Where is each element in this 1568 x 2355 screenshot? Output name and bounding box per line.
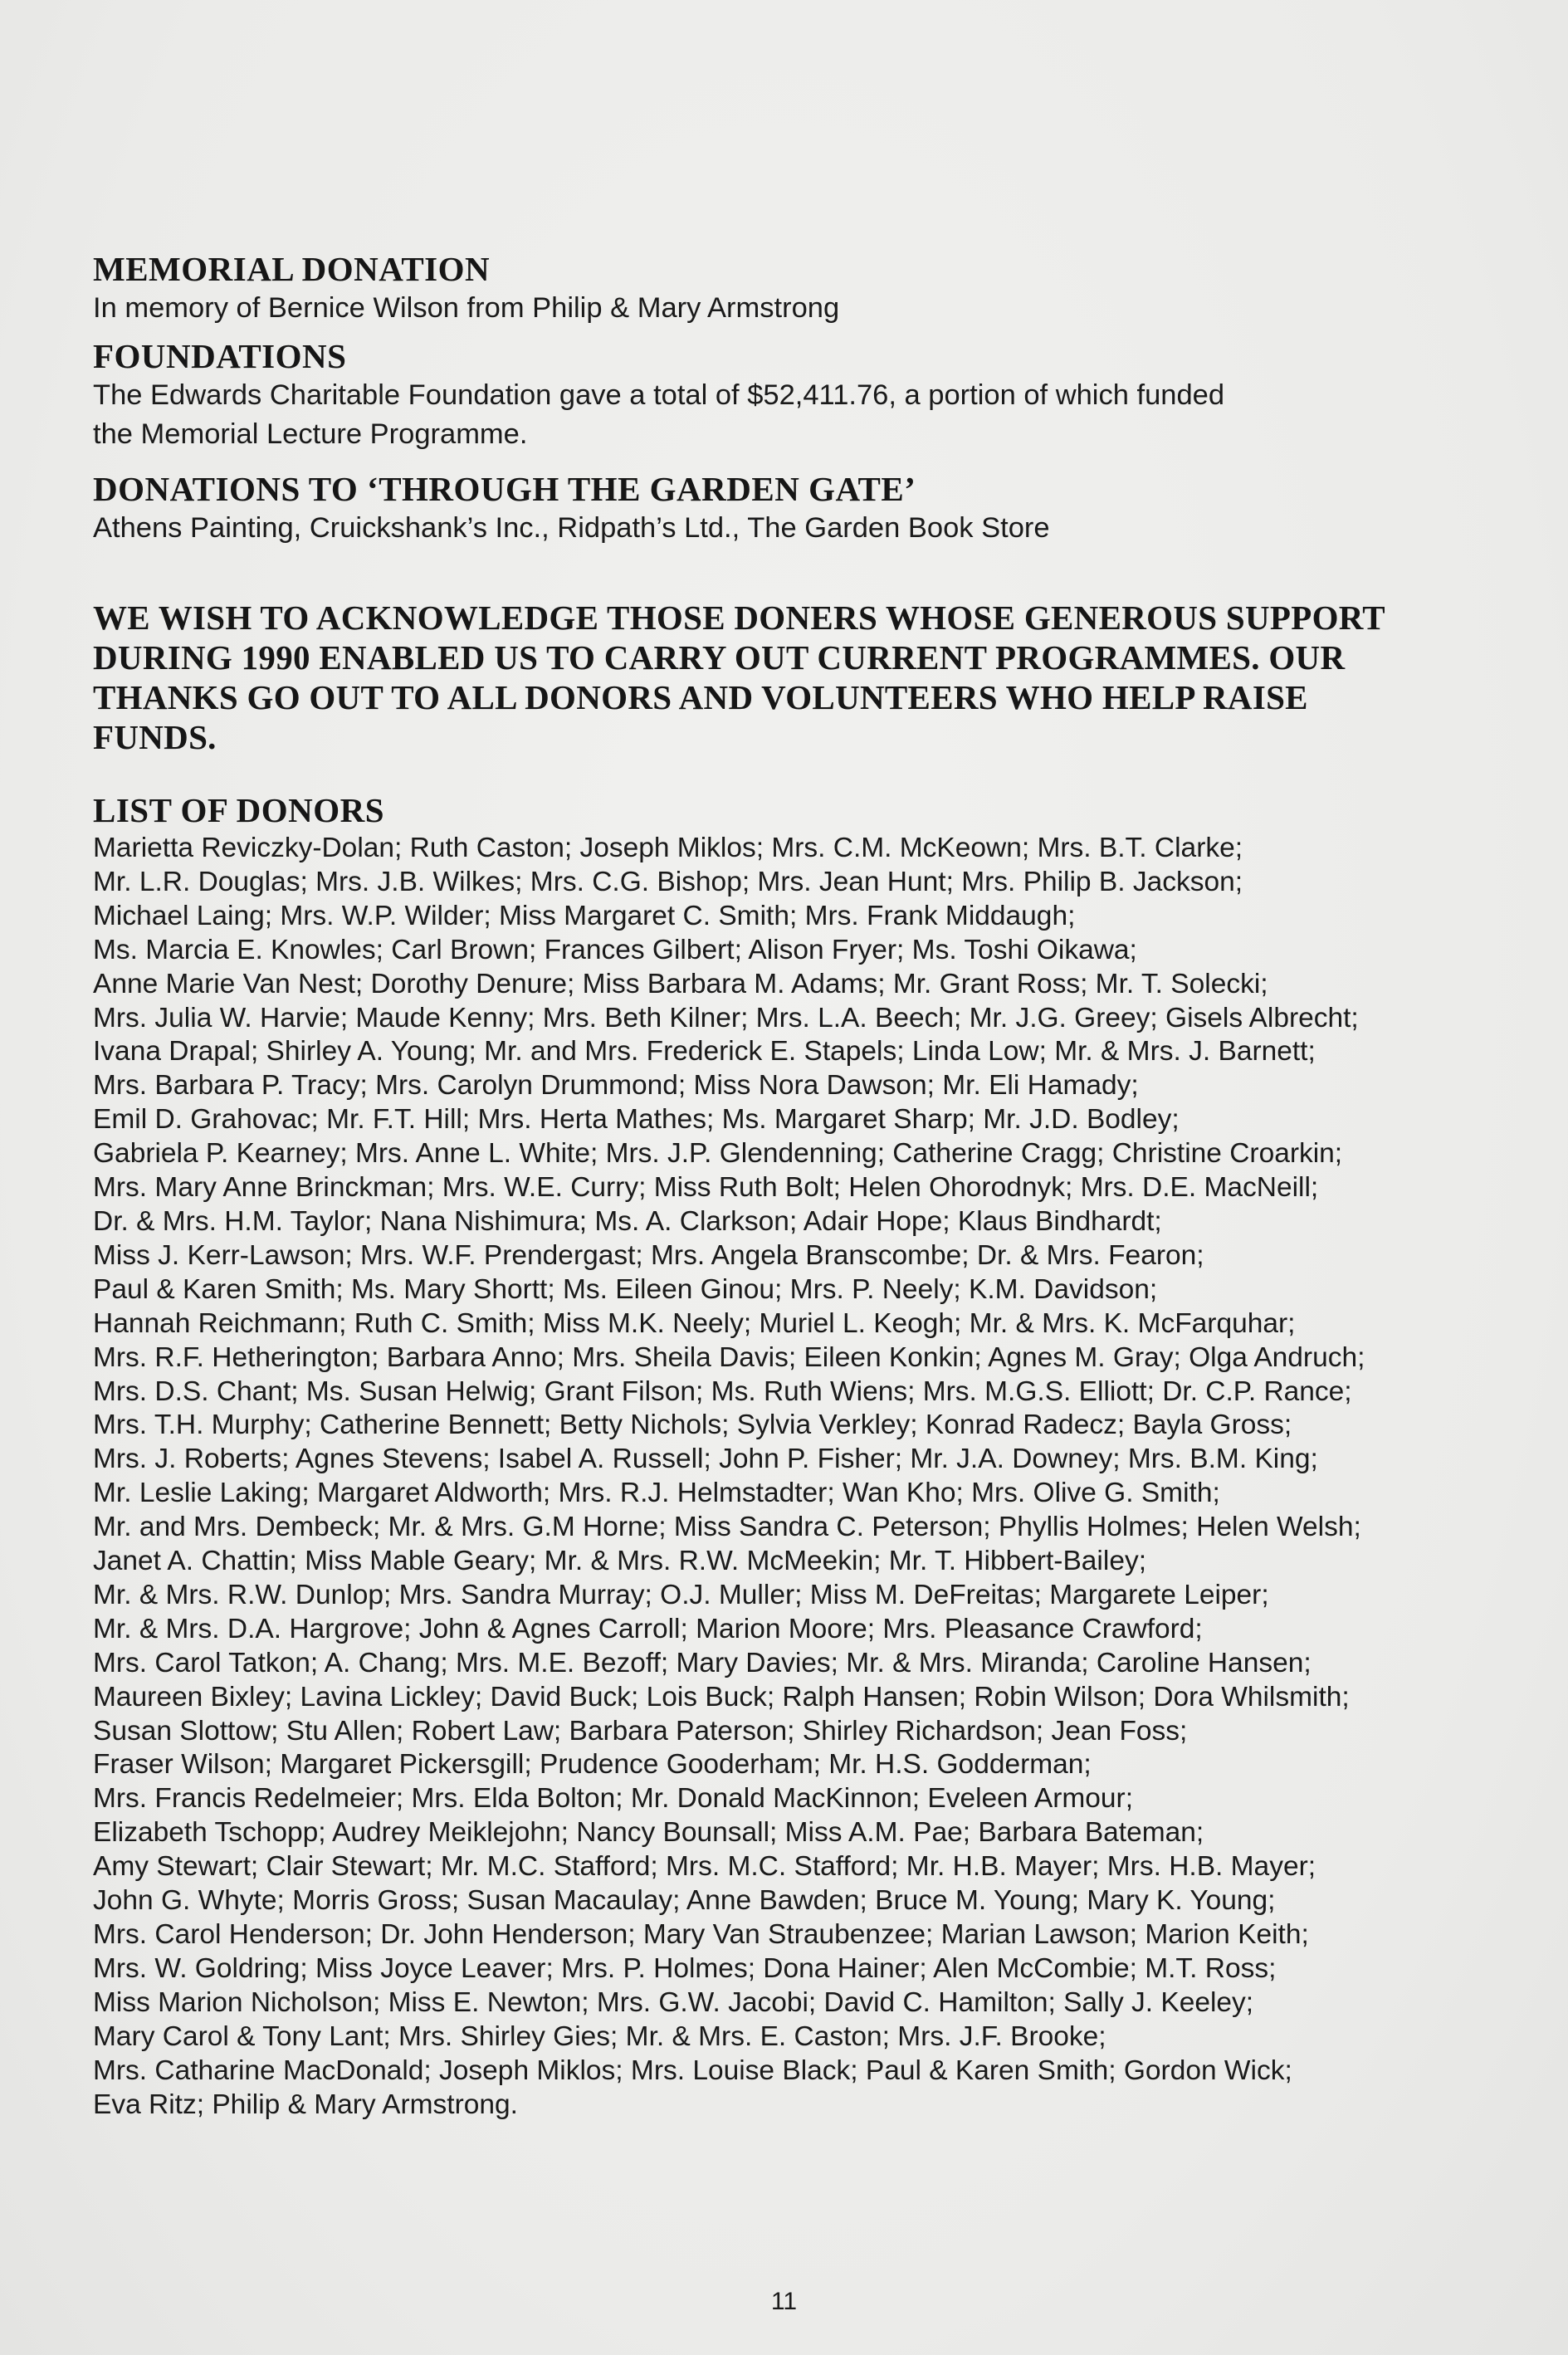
foundations-text-line: the Memorial Lecture Programme. bbox=[93, 418, 528, 450]
donor-list-line: Mrs. R.F. Hetherington; Barbara Anno; Mrs. Sheila Davis; Eileen Konkin; Agnes M. Gray; Olga Andruch; bbox=[93, 1341, 1365, 1373]
donor-list-line: Mrs. Barbara P. Tracy; Mrs. Carolyn Drummond; Miss Nora Dawson; Mr. Eli Hamady; bbox=[93, 1070, 1139, 1102]
donor-list-line: Marietta Reviczky-Dolan; Ruth Caston; Joseph Miklos; Mrs. C.M. McKeown; Mrs. B.T. Clarke; bbox=[93, 833, 1243, 863]
page-number: 11 bbox=[770, 2288, 798, 2315]
garden-gate-donors-text: Athens Painting, Cruickshank’s Inc., Ridpath’s Ltd., The Garden Book Store bbox=[93, 512, 1050, 544]
donor-list-line: Michael Laing; Mrs. W.P. Wilder; Miss Margaret C. Smith; Mrs. Frank Middaugh; bbox=[93, 900, 1076, 931]
foundations-text-line: The Edwards Charitable Foundation gave a total of $52,411.76, a portion of which funded bbox=[93, 379, 1225, 411]
donor-list-line: Emil D. Grahovac; Mr. F.T. Hill; Mrs. Herta Mathes; Ms. Margaret Sharp; Mr. J.D. Bodley; bbox=[93, 1104, 1180, 1136]
donor-list-line: Ms. Marcia E. Knowles; Carl Brown; Frances Gilbert; Alison Fryer; Ms. Toshi Oikawa; bbox=[93, 934, 1137, 965]
donor-list-line: Janet A. Chattin; Miss Mable Geary; Mr. & Mrs. R.W. McMeekin; Mr. T. Hibbert-Bailey; bbox=[93, 1546, 1147, 1577]
donor-list-line: Ivana Drapal; Shirley A. Young; Mr. and Mrs. Frederick E. Stapels; Linda Low; Mr. & Mrs. J. Barnett; bbox=[93, 1036, 1316, 1068]
donor-list-line: Susan Slottow; Stu Allen; Robert Law; Barbara Paterson; Shirley Richardson; Jean Foss; bbox=[93, 1715, 1188, 1747]
donor-list-line: John G. Whyte; Morris Gross; Susan Macaulay; Anne Bawden; Bruce M. Young; Mary K. Young; bbox=[93, 1885, 1276, 1917]
acknowledgement-line: THANKS GO OUT TO ALL DONORS AND VOLUNTEERS WHO HELP RAISE bbox=[93, 678, 1308, 716]
foundations-section bbox=[93, 336, 1504, 454]
donor-list-line: Mrs. Julia W. Harvie; Maude Kenny; Mrs. Beth Kilner; Mrs. L.A. Beech; Mr. J.G. Greey; Gisels Albrecht; bbox=[93, 1002, 1359, 1033]
donor-list-line: Mrs. Catharine MacDonald; Joseph Miklos; Mrs. Louise Black; Paul & Karen Smith; Gordon Wick; bbox=[93, 2055, 1292, 2086]
acknowledgement-statement bbox=[93, 598, 1504, 757]
donor-list-line: Gabriela P. Kearney; Mrs. Anne L. White; Mrs. J.P. Glendenning; Catherine Cragg; Christine Croarkin; bbox=[93, 1138, 1343, 1170]
donor-list-line: Miss J. Kerr-Lawson; Mrs. W.F. Prendergast; Mrs. Angela Branscombe; Dr. & Mrs. Fearon; bbox=[93, 1239, 1204, 1271]
donor-list-line: Maureen Bixley; Lavina Lickley; David Buck; Lois Buck; Ralph Hansen; Robin Wilson; Dora Whilsmith; bbox=[93, 1681, 1350, 1713]
donor-list-line: Dr. & Mrs. H.M. Taylor; Nana Nishimura; Ms. A. Clarkson; Adair Hope; Klaus Bindhardt; bbox=[93, 1205, 1162, 1237]
donor-list-line: Miss Marion Nicholson; Miss E. Newton; Mrs. G.W. Jacobi; David C. Hamilton; Sally J. Keeley; bbox=[93, 1986, 1254, 2018]
garden-gate-donations-section bbox=[93, 469, 1504, 548]
donor-list-section bbox=[93, 790, 1504, 2122]
donor-list-line: Amy Stewart; Clair Stewart; Mr. M.C. Stafford; Mrs. M.C. Stafford; Mr. H.B. Mayer; Mrs. H.B. Mayer; bbox=[93, 1851, 1316, 1883]
donor-list-line: Mrs. W. Goldring; Miss Joyce Leaver; Mrs. P. Holmes; Dona Hainer; Alen McCombie; M.T. Ross; bbox=[93, 1952, 1277, 1984]
foundations-heading: FOUNDATIONS bbox=[93, 337, 347, 375]
donor-list-line: Mr. L.R. Douglas; Mrs. J.B. Wilkes; Mrs. C.G. Bishop; Mrs. Jean Hunt; Mrs. Philip B. Jackson; bbox=[93, 866, 1243, 897]
donor-list-line: Hannah Reichmann; Ruth C. Smith; Miss M.K. Neely; Muriel L. Keogh; Mr. & Mrs. K. McFarquhar; bbox=[93, 1307, 1296, 1339]
donor-list-line: Paul & Karen Smith; Ms. Mary Shortt; Ms. Eileen Ginou; Mrs. P. Neely; K.M. Davidson; bbox=[93, 1273, 1158, 1305]
donor-list-line: Mr. and Mrs. Dembeck; Mr. & Mrs. G.M Horne; Miss Sandra C. Peterson; Phyllis Holmes; Helen Welsh; bbox=[93, 1512, 1361, 1543]
donor-list-line: Mary Carol & Tony Lant; Mrs. Shirley Gies; Mr. & Mrs. E. Caston; Mrs. J.F. Brooke; bbox=[93, 2020, 1106, 2052]
donor-list-line: Mrs. Francis Redelmeier; Mrs. Elda Bolton; Mr. Donald MacKinnon; Eveleen Armour; bbox=[93, 1783, 1134, 1815]
memorial-donation-text: In memory of Bernice Wilson from Philip & Mary Armstrong bbox=[93, 292, 840, 324]
donor-list bbox=[93, 832, 1504, 2122]
donor-list-line: Elizabeth Tschopp; Audrey Meiklejohn; Nancy Bounsall; Miss A.M. Pae; Barbara Bateman; bbox=[93, 1817, 1204, 1849]
donor-list-line: Mrs. Carol Tatkon; A. Chang; Mrs. M.E. Bezoff; Mary Davies; Mr. & Mrs. Miranda; Caroline Hansen; bbox=[93, 1647, 1312, 1678]
acknowledgement-line: DURING 1990 ENABLED US TO CARRY OUT CURRENT PROGRAMMES. OUR bbox=[93, 638, 1346, 677]
donor-list-line: Mrs. T.H. Murphy; Catherine Bennett; Betty Nichols; Sylvia Verkley; Konrad Radecz; Bayla Gross; bbox=[93, 1410, 1292, 1441]
donor-list-line: Anne Marie Van Nest; Dorothy Denure; Miss Barbara M. Adams; Mr. Grant Ross; Mr. T. Solecki; bbox=[93, 968, 1268, 999]
donor-list-line: Mr. & Mrs. D.A. Hargrove; John & Agnes Carroll; Marion Moore; Mrs. Pleasance Crawford; bbox=[93, 1613, 1203, 1644]
donor-list-line: Mrs. Carol Henderson; Dr. John Henderson; Mary Van Straubenzee; Marian Lawson; Marion Keith; bbox=[93, 1919, 1309, 1950]
donor-list-line: Eva Ritz; Philip & Mary Armstrong. bbox=[93, 2089, 518, 2120]
acknowledgement-line: FUNDS. bbox=[93, 718, 217, 756]
donor-list-line: Mrs. Mary Anne Brinckman; Mrs. W.E. Curry; Miss Ruth Bolt; Helen Ohorodnyk; Mrs. D.E. MacNeill; bbox=[93, 1172, 1319, 1204]
donor-list-line: Mr. Leslie Laking; Margaret Aldworth; Mrs. R.J. Helmstadter; Wan Kho; Mrs. Olive G. Smith; bbox=[93, 1478, 1220, 1509]
garden-gate-heading: DONATIONS TO ‘THROUGH THE GARDEN GATE’ bbox=[93, 470, 916, 508]
donor-list-heading: LIST OF DONORS bbox=[93, 791, 385, 829]
memorial-donation-section bbox=[93, 249, 1504, 328]
donor-list-line: Mrs. J. Roberts; Agnes Stevens; Isabel A. Russell; John P. Fisher; Mr. J.A. Downey; Mrs. B.M. King; bbox=[93, 1444, 1318, 1475]
page-content bbox=[93, 249, 1504, 2122]
memorial-donation-heading: MEMORIAL DONATION bbox=[93, 250, 491, 288]
donor-list-line: Mrs. D.S. Chant; Ms. Susan Helwig; Grant Filson; Ms. Ruth Wiens; Mrs. M.G.S. Elliott; Dr. C.P. Rance; bbox=[93, 1375, 1352, 1407]
donor-list-line: Mr. & Mrs. R.W. Dunlop; Mrs. Sandra Murray; O.J. Muller; Miss M. DeFreitas; Margarete Leiper; bbox=[93, 1579, 1269, 1610]
donor-list-line: Fraser Wilson; Margaret Pickersgill; Prudence Gooderham; Mr. H.S. Godderman; bbox=[93, 1749, 1092, 1781]
acknowledgement-line: WE WISH TO ACKNOWLEDGE THOSE DONERS WHOSE GENEROUS SUPPORT bbox=[93, 599, 1385, 637]
